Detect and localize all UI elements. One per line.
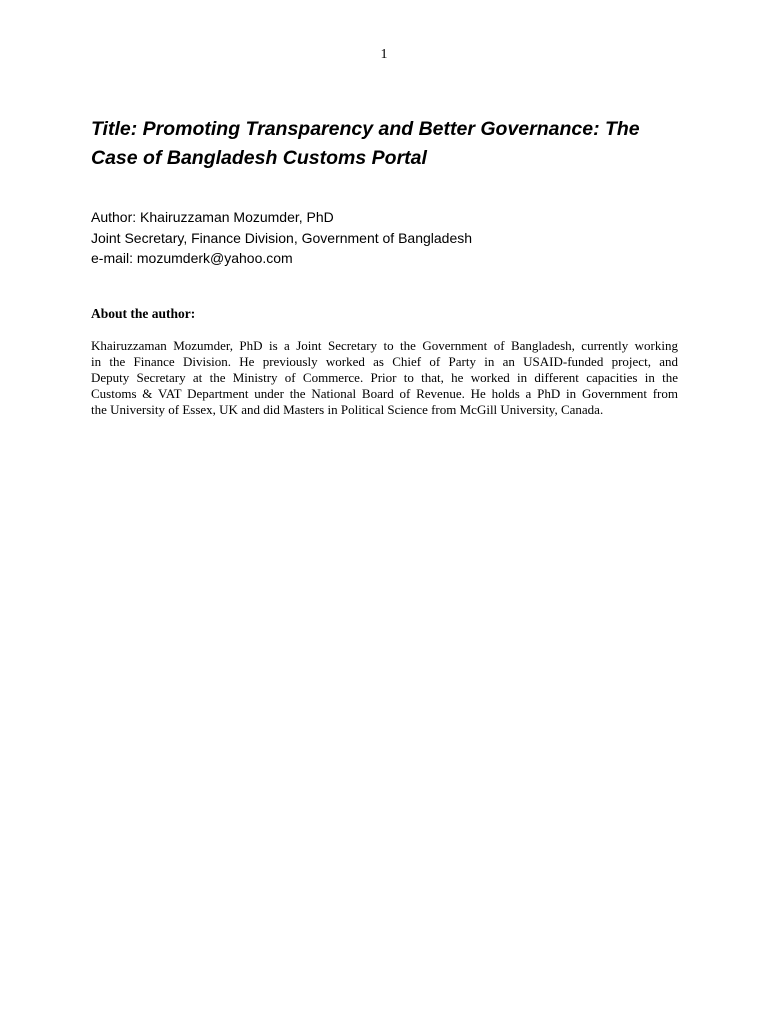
bio-line: Khairuzzaman Mozumder, PhD is a Joint Secretary to the Government of Bangladesh, currently working [91,338,678,353]
page-number: 1 [380,47,388,62]
title-line: Case of Bangladesh Customs Portal [91,147,427,169]
author-bio [91,338,678,418]
bio-line: in the Finance Division. He previously worked as Chief of Party in an USAID-funded project, and [91,354,678,369]
document-title [91,115,691,173]
bio-line: Customs & VAT Department under the National Board of Revenue. He holds a PhD in Government from [91,386,678,401]
about-author-heading: About the author: [91,306,196,321]
author-name: Author: Khairuzzaman Mozumder, PhD [91,209,334,225]
bio-line: Deputy Secretary at the Ministry of Commerce. Prior to that, he worked in different capacities in the [91,370,678,385]
author-email: e-mail: mozumderk@yahoo.com [91,250,293,266]
author-position: Joint Secretary, Finance Division, Government of Bangladesh [91,229,473,246]
bio-line: the University of Essex, UK and did Masters in Political Science from McGill University, Canada. [91,402,604,417]
author-info [91,207,681,269]
title-line: Title: Promoting Transparency and Better Governance: The [91,118,640,140]
